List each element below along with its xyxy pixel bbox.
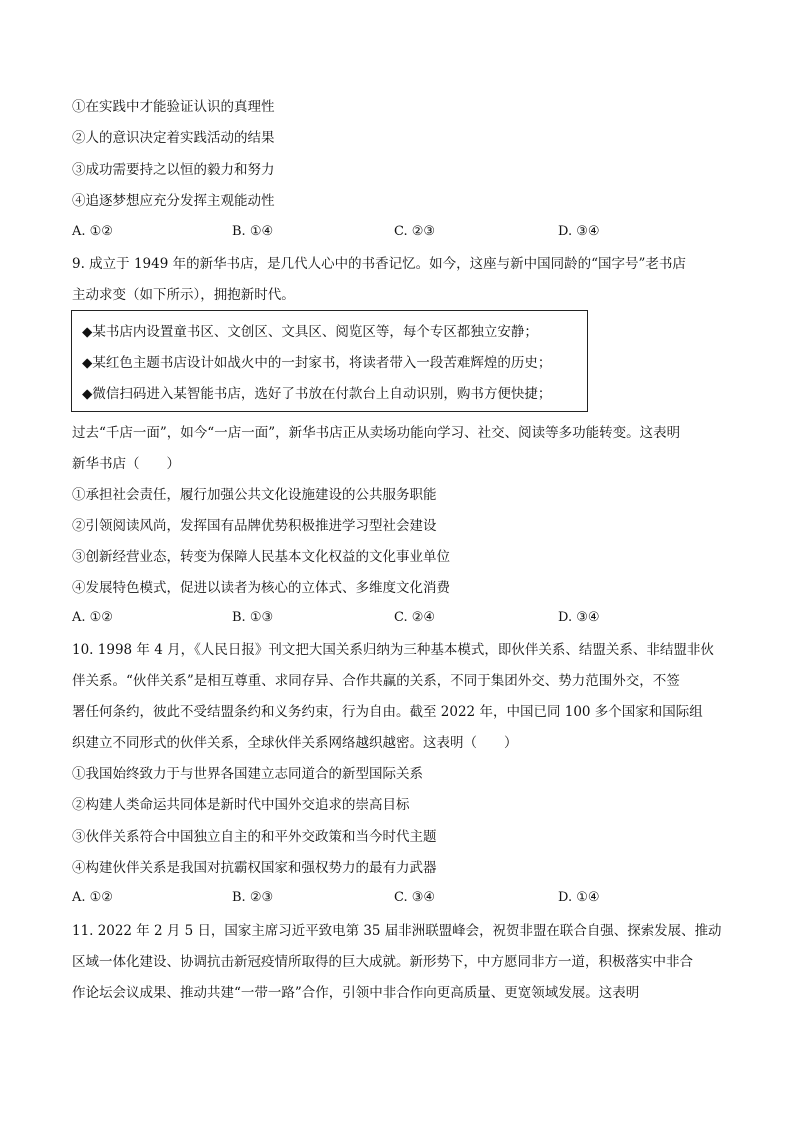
q9-option-4: ④发展特色模式，促进以读者为核心的立体式、多维度文化消费 (72, 580, 450, 596)
q9-choice-a: A. ①② (72, 610, 113, 625)
q10-choice-c: C. ③④ (394, 890, 436, 905)
q8-choice-d: D. ③④ (558, 224, 600, 239)
q10-option-2: ②构建人类命运共同体是新时代中国外交追求的崇高目标 (72, 797, 410, 813)
q9-box-item-2: ◆某红色主题书店设计如战火中的一封家书，将读者带入一段苦难辉煌的历史； (82, 355, 552, 371)
q10-choice-d: D. ①④ (558, 890, 600, 905)
q8-choices (72, 224, 632, 242)
q9-choice-c: C. ②④ (394, 610, 436, 625)
q9-stem-1: 9. 成立于 1949 年的新华书店，是几代人心中的书香记忆。如今，这座与新中国同龄的“国字号”老书店 (72, 256, 686, 272)
q10-choices (72, 890, 632, 908)
q10-stem-2: 伴关系。“伙伴关系”是相互尊重、求同存异、合作共赢的关系，不同于集团外交、势力范围外交，不签 (72, 673, 680, 689)
q10-option-3: ③伙伴关系符合中国独立自主的和平外交政策和当今时代主题 (72, 829, 437, 845)
q10-stem-1: 10. 1998 年 4 月，《人民日报》刊文把大国关系归纳为三种基本模式，即伙伴关系、结盟关系、非结盟非伙 (72, 642, 714, 658)
q9-option-2: ②引领阅读风尚，发挥国有品牌优势积极推进学习型社会建设 (72, 518, 437, 534)
q9-choices (72, 610, 632, 628)
q10-choice-a: A. ①② (72, 890, 113, 905)
q10-stem-4: 织建立不同形式的伙伴关系，全球伙伴关系网络越织越密。这表明（ ） (72, 735, 518, 751)
q9-stem2-1: 过去“千店一面”，如今“一店一面”，新华书店正从卖场功能向学习、社交、阅读等多功能转变。这表明 (72, 425, 681, 441)
q9-info-box (71, 310, 588, 412)
q9-box-item-3: ◆微信扫码进入某智能书店，选好了书放在付款台上自动识别，购书方便快捷； (82, 386, 552, 402)
q9-box-item-1: ◆某书店内设置童书区、文创区、文具区、阅览区等，每个专区都独立安静； (82, 324, 538, 340)
q8-choice-a: A. ①② (72, 224, 113, 239)
q9-stem2-2: 新华书店（ ） (72, 456, 180, 472)
q8-option-1: ①在实践中才能验证认识的真理性 (72, 99, 275, 115)
q11-stem-1: 11. 2022 年 2 月 5 日，国家主席习近平致电第 35 届非洲联盟峰会，祝贺非盟在联合自强、探索发展、推动 (72, 923, 722, 939)
q10-option-4: ④构建伙伴关系是我国对抗霸权国家和强权势力的最有力武器 (72, 860, 437, 876)
q11-stem-2: 区域一体化建设、协调抗击新冠疫情所取得的巨大成就。新形势下，中方愿同非方一道，积极落实中非合 (72, 954, 693, 970)
q9-stem-2: 主动求变（如下所示），拥抱新时代。 (72, 287, 295, 303)
q9-option-1: ①承担社会责任，履行加强公共文化设施建设的公共服务职能 (72, 487, 437, 503)
q8-option-4: ④追逐梦想应充分发挥主观能动性 (72, 193, 275, 209)
q9-option-3: ③创新经营业态，转变为保障人民基本文化权益的文化事业单位 (72, 549, 450, 565)
q10-option-1: ①我国始终致力于与世界各国建立志同道合的新型国际关系 (72, 766, 423, 782)
q10-stem-3: 署任何条约，彼此不受结盟条约和义务约束，行为自由。截至 2022 年，中国已同 100 多个国家和国际组 (72, 704, 703, 720)
q8-option-2: ②人的意识决定着实践活动的结果 (72, 130, 275, 146)
q11-stem-3: 作论坛会议成果、推动共建“一带一路”合作，引领中非合作向更高质量、更宽领域发展。这表明 (72, 985, 640, 1001)
q9-choice-b: B. ①③ (232, 610, 274, 625)
q8-choice-c: C. ②③ (394, 224, 436, 239)
q8-choice-b: B. ①④ (232, 224, 274, 239)
q8-option-3: ③成功需要持之以恒的毅力和努力 (72, 162, 275, 178)
q9-choice-d: D. ③④ (558, 610, 600, 625)
q10-choice-b: B. ②③ (232, 890, 274, 905)
